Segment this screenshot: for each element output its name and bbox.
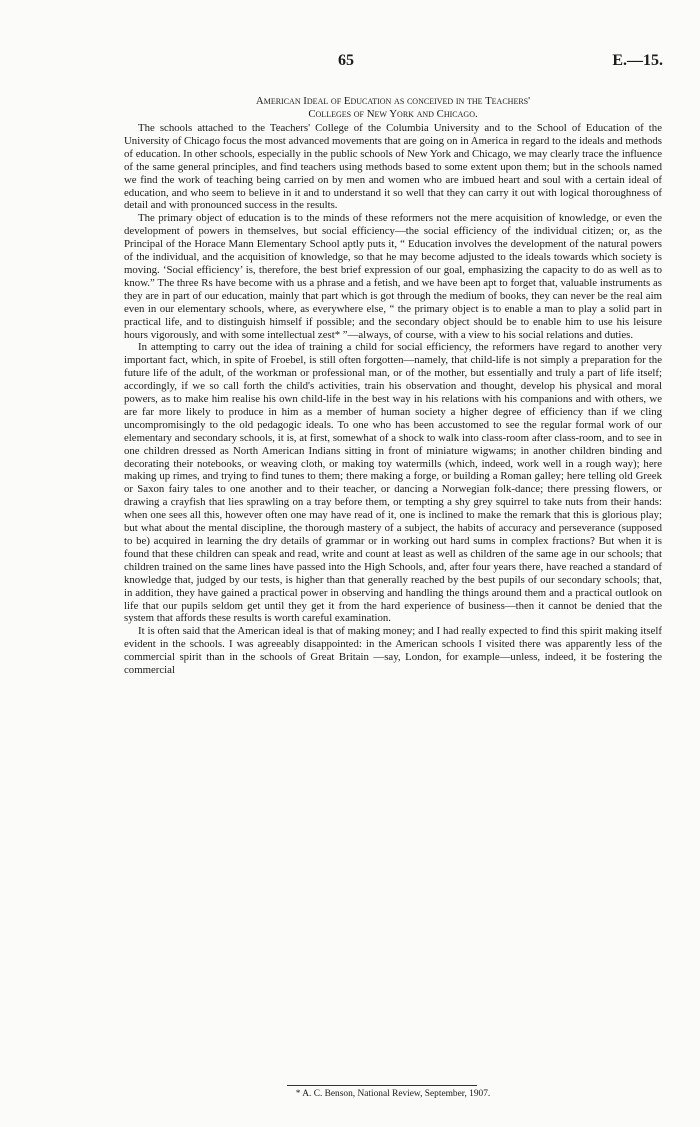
page-number: 65	[338, 52, 354, 69]
footnote: * A. C. Benson, National Review, September, 1907.	[295, 1089, 491, 1099]
page-header	[0, 52, 700, 72]
paragraph-2: The primary object of education is to the minds of these reformers not the mere acquisition of knowledge, or even the development of powers in themselves, but social efficiency—the social efficiency of the individual citizen; or, as the Principal of the Horace Mann Elementary School aptly puts it, “ Education involves the development of the natural powers of the individual, and the acquisition of knowledge, so that he may become adjusted to the ideals towards which society is moving. ‘Social efficiency’ is, therefore, the best brief expression of our goal, emphasizing the capacity to do as well as to know.” The three Rs have become with us a phrase and a fetish, and we have been apt to forget that, valuable instruments as they are in part of our education, mainly that part which is got through the medium of books, they can never be the real aim even in our elementary schools, where, as everywhere else, “ the primary object is to enable a man to play a solid part in practical life, and to distinguish himself if possible; and the secondary object should be to enable him to use his leisure hours vigorously, and with some intellectual zest* ”—always, of course, with a view to his social relations and duties.	[124, 212, 662, 341]
document-body	[124, 95, 662, 677]
section-title	[124, 95, 662, 121]
paragraph-1: The schools attached to the Teachers' College of the Columbia University and to the School of Education of the University of Chicago focus the most advanced movements that are going on in America in regard to the ideals and methods of education. In other schools, especially in the public schools of New York and Chicago, we may clearly trace the influence of the same general principles, and find teachers using methods based to some extent upon them; but in the schools named we find the work of teaching being carried on by men and women who are imbued heart and soul with a certain ideal of education, and who seem to believe in it and to understand it so well that they can carry it out with logical thoroughness of detail and with pronounced success in the results.	[124, 122, 662, 212]
paragraph-3: In attempting to carry out the idea of training a child for social efficiency, the reformers have regard to another very important fact, which, in spite of Froebel, is still often forgotten—namely, that child-life is not simply a preparation for the future life of the adult, of the workman or professional man, or of the mother, but essentially and truly a part of life itself; accordingly, if we so call forth the child's activities, train his observation and thought, develop his physical and moral powers, as to make him realise his own child-life in the best way in his relations with his companions and with others, we are far more likely to produce in him as a member of human society a higher degree of efficiency than if we cling uncompromisingly to the old pedagogic ideals. To one who has been accustomed to see the regular formal work of our elementary and secondary schools, it is, at first, somewhat of a shock to walk into class-room after class-room, and to see in one children dressed as North American Indians sitting in front of miniature wigwams; in another children binding and decorating their notebooks, or weaving cloth, or making toy watermills (which, indeed, work well in a rough way); here making up rimes, and trying to find tunes to them; there making a forge, or building a Roman galley; here telling old Greek or Saxon fairy tales to one another and to their teacher, or dancing a Norwegian folk-dance; there pressing flowers, or drawing a crayfish that lies sprawling on a tray before them, or tempting a shy grey squirrel to take nuts from their hands: when one sees all this, however often one may have read of it, one is inclined to make the remark that this is glorious play; but what about the mental discipline, the thorough mastery of a subject, the habits of accuracy and perseverance (supposed to be) acquired in learning the dry details of grammar or in working out hard sums in complex fractions? But when it is found that these children can speak and read, write and count at least as well as children of the same age in our schools; that children trained on the same lines have passed into the High Schools, and, after four years there, have reached a standard of knowledge that, judged by our tests, is higher than that generally reached by the best pupils of our secondary schools; that, in addition, they have gained a practical power in observing and handling the things around them and a practical outlook on life that our pupils seldom get until they get it from the hard experience of business—then it cannot be denied that the system that affords these results is worth careful examination.	[124, 341, 662, 625]
section-title-line-1: American Ideal of Education as conceived in the Teachers'	[255, 95, 531, 107]
section-title-line-2: Colleges of New York and Chicago.	[308, 108, 478, 120]
paragraph-4: It is often said that the American ideal is that of making money; and I had really expected to find this spirit making itself evident in the schools. I was agreeably disappointed: in the American schools I visited there was apparently less of the commercial spirit than in the schools of Great Britain —say, London, for example—unless, indeed, it be fostering the commercial	[124, 625, 662, 677]
page-code: E.—15.	[612, 52, 663, 69]
footnote-divider	[287, 1085, 477, 1086]
